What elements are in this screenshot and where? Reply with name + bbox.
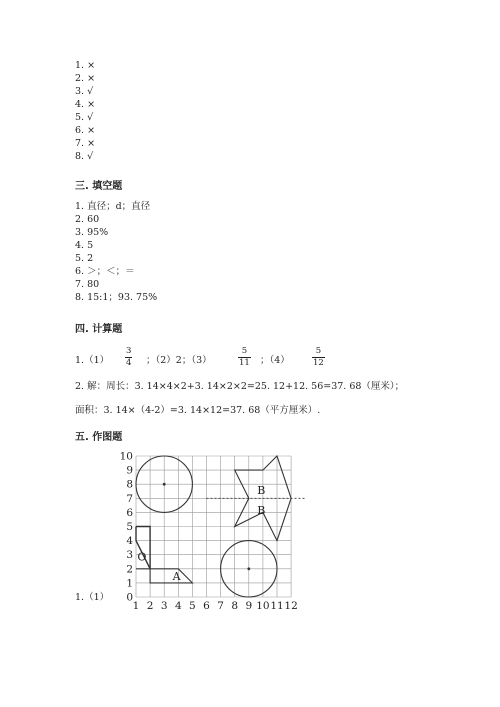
circle-center-dot <box>247 567 250 570</box>
judgement-list <box>75 60 95 163</box>
x-tick-label: 1 <box>132 600 140 612</box>
circle-center-dot <box>163 483 166 486</box>
x-tick-labels <box>133 600 298 612</box>
y-tick-labels <box>120 451 134 604</box>
fraction-numerator: 5 <box>241 346 248 356</box>
shape-label-b: B <box>257 503 266 517</box>
list-item: 3. 95% <box>75 227 109 238</box>
fraction-numerator: 3 <box>126 346 132 356</box>
fraction <box>125 346 132 369</box>
y-tick-label: 6 <box>126 506 133 519</box>
x-tick-label: 10 <box>256 600 270 612</box>
drawing-answer-label: 1.（1） <box>75 592 110 603</box>
fill-blank-list <box>75 201 157 304</box>
list-item: 8. 15:1；93. 75% <box>75 292 158 303</box>
x-tick-label: 12 <box>284 600 298 612</box>
list-item: 7. 80 <box>75 279 100 290</box>
fraction <box>312 346 325 369</box>
x-tick-label: 8 <box>231 600 239 612</box>
list-item: 8. √ <box>75 151 94 162</box>
list-item: 6. × <box>75 125 96 136</box>
calc-q1-prefix: 1.（1） <box>75 355 110 366</box>
y-tick-label: 4 <box>126 535 133 548</box>
fraction-denominator: 4 <box>126 358 132 368</box>
calc-q2-line: 2. 解：周长：3. 14×4×2+3. 14×2×2=25. 12+12. 56=37. 68（厘米）； <box>75 381 405 392</box>
shape-label-o: O <box>137 550 147 564</box>
list-item: 6. ＞；＜；＝ <box>75 266 135 277</box>
x-tick-label: 5 <box>189 600 196 612</box>
grid-lines <box>136 456 291 597</box>
list-item: 1. 直径；d；直径 <box>75 201 151 212</box>
fraction-numerator: 5 <box>315 346 322 356</box>
list-item: 5. 2 <box>75 253 94 264</box>
fraction <box>238 346 251 369</box>
y-tick-label: 3 <box>126 549 133 562</box>
list-item: 5. √ <box>75 112 94 123</box>
x-tick-label: 4 <box>174 600 182 612</box>
list-item: 4. × <box>75 99 96 110</box>
list-item: 2. × <box>75 73 96 84</box>
y-tick-label: 0 <box>126 591 133 604</box>
calc-q2-line: 面积：3. 14×（4-2）=3. 14×12=37. 68（平方厘米）. <box>75 405 321 416</box>
section-title: 五. 作图题 <box>75 432 123 443</box>
fraction-denominator: 12 <box>313 358 324 368</box>
list-item: 4. 5 <box>75 240 94 251</box>
y-tick-label: 7 <box>126 492 133 505</box>
x-tick-label: 9 <box>245 600 253 612</box>
list-item: 3. √ <box>75 86 94 97</box>
x-tick-label: 3 <box>160 600 168 612</box>
fraction-denominator: 11 <box>239 358 250 368</box>
section-title: 三. 填空题 <box>75 181 123 192</box>
list-item: 2. 60 <box>75 214 100 225</box>
calc-q1-mid: ；（4） <box>260 355 290 366</box>
list-item: 1. × <box>75 60 96 71</box>
y-tick-label: 2 <box>126 563 133 576</box>
x-tick-label: 6 <box>203 600 210 612</box>
y-tick-label: 10 <box>119 450 133 463</box>
y-tick-label: 9 <box>126 464 133 477</box>
shape-label-b: B <box>257 484 266 498</box>
x-tick-label: 11 <box>270 600 284 612</box>
coordinate-grid-figure <box>110 450 310 612</box>
calc-q1-mid: ；（2）2；（3） <box>146 355 212 366</box>
y-tick-label: 1 <box>126 577 133 590</box>
shape-labels <box>137 484 265 583</box>
y-tick-label: 5 <box>126 521 133 533</box>
section-title: 四. 计算题 <box>75 324 123 335</box>
x-tick-label: 7 <box>217 600 224 612</box>
y-tick-label: 8 <box>126 478 133 491</box>
x-tick-label: 2 <box>146 600 154 612</box>
list-item: 7. × <box>75 138 96 149</box>
shape-label-a: A <box>172 570 181 584</box>
